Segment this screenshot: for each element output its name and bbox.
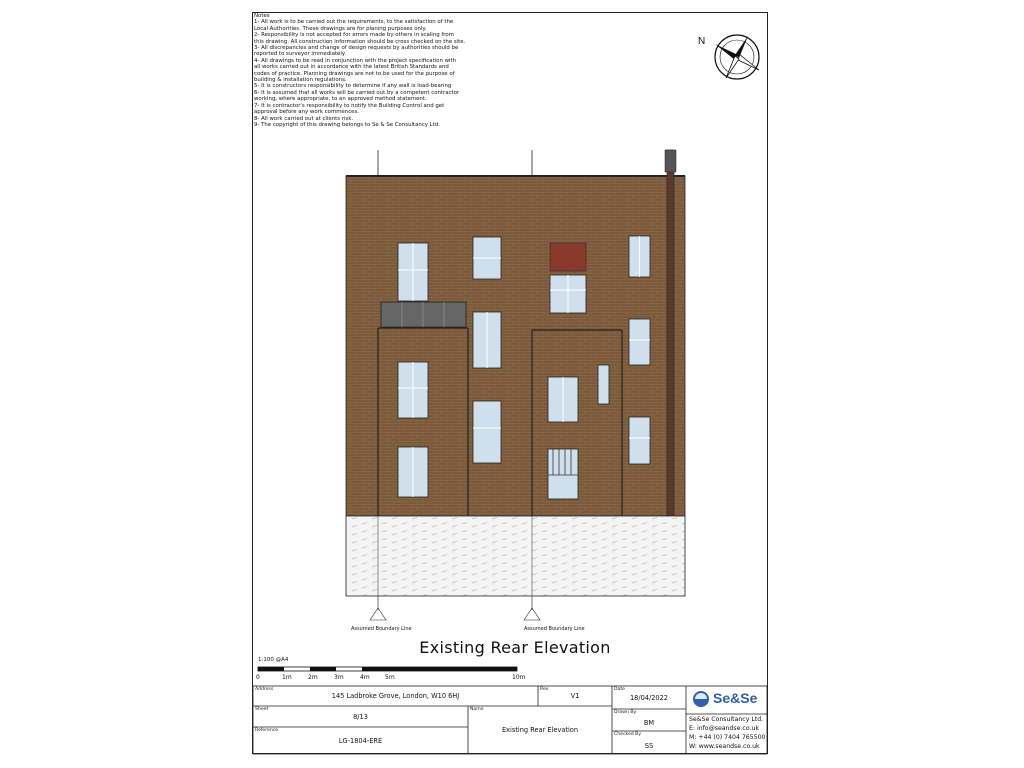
boundary-label-left: Assumed Boundary Line [351, 626, 412, 632]
company-name: Se&Se Consultancy Ltd. [689, 716, 764, 723]
company-logo [693, 691, 709, 707]
notes-heading: Notes [254, 13, 270, 19]
drawn-label: Drawn By [614, 710, 637, 715]
scale-tick: 1m [282, 674, 292, 681]
north-arrow-icon [715, 35, 759, 79]
note-line: this drawing. All construction information should be cross checked on the site. [254, 38, 466, 45]
note-line: reported to surveyor immediately. [254, 51, 347, 58]
rev-label: Rev [540, 687, 549, 692]
note-line: approval before any work commences. [254, 109, 359, 116]
company-email: E: info@seandse.co.uk [689, 725, 759, 732]
note-line: 6- It is assumed that all works will be carried out by a competent contractor [254, 89, 460, 96]
scale-tick: 5m [385, 674, 395, 681]
note-line: 3- All discrepancies and change of design requests by authorities should be [254, 45, 459, 52]
date-label: Date [614, 687, 625, 692]
north-label: N [698, 36, 706, 47]
reference-value: LG-1804-ERE [338, 737, 383, 745]
scale-bar [258, 667, 517, 671]
note-line: building & installation regulations. [254, 77, 347, 84]
company-phone: M: +44 (0) 7404 765500 [689, 734, 766, 741]
name-label: Name [470, 707, 484, 712]
note-line: codes of practice. Planning drawings are not to be used for the purpose of [254, 70, 455, 77]
drawn-value: BM [643, 719, 655, 727]
reference-label: Reference [255, 728, 279, 733]
ground-paving [346, 516, 685, 596]
checked-label: Checked By [614, 732, 642, 737]
note-line: 2- Responsibility is not accepted for errors made by others in scaling from [254, 32, 454, 39]
name-value: Existing Rear Elevation [501, 726, 579, 734]
note-line: 4- All drawings to be read in conjunction with the project specification with [254, 57, 457, 64]
scale-tick: 10m [512, 674, 526, 681]
note-line: working, where appropriate, to an approved method statement. [254, 96, 427, 103]
note-line: 7- It is contractor's responsibility to notify the Building Control and get [254, 102, 445, 109]
note-line: all works carried out in accordance with the latest British Standards and [254, 64, 449, 71]
note-line: Local Authorities. These drawings are for planing purposes only. [254, 25, 427, 32]
scale-label: 1:100 @A4 [258, 657, 289, 663]
company-web: W: www.seandse.co.uk [689, 743, 760, 750]
address-label: Address [255, 687, 274, 692]
boundary-label-right: Assumed Boundary Line [524, 626, 585, 632]
boundary-marker [370, 596, 540, 620]
scale-tick: 2m [308, 674, 318, 681]
scale-tick: 0 [256, 674, 260, 681]
note-line: 9- The copyright of this drawing belongs to Se & Se Consultancy Ltd. [254, 121, 440, 128]
scale-tick: 3m [334, 674, 344, 681]
sheet-label: Sheet [255, 707, 269, 712]
scale-tick: 4m [360, 674, 370, 681]
date-value: 18/04/2022 [629, 694, 668, 702]
note-line: 5- It is constructors responsibility to determine if any wall is load-bearing [254, 83, 452, 90]
note-line: 1- All work is to be carried out the requirements, to the satisfaction of the [254, 19, 454, 26]
checked-value: SS [644, 742, 654, 750]
note-line: 8- All work carried out at clients risk. [254, 115, 354, 122]
logo-text: Se&Se [713, 690, 758, 706]
address-value: 145 Ladbroke Grove, London, W10 6HJ [331, 692, 460, 700]
building-facade [346, 150, 685, 516]
drawing-title: Existing Rear Elevation [419, 638, 611, 657]
sheet-value: 8/13 [353, 713, 368, 721]
rev-value: V1 [570, 692, 580, 700]
